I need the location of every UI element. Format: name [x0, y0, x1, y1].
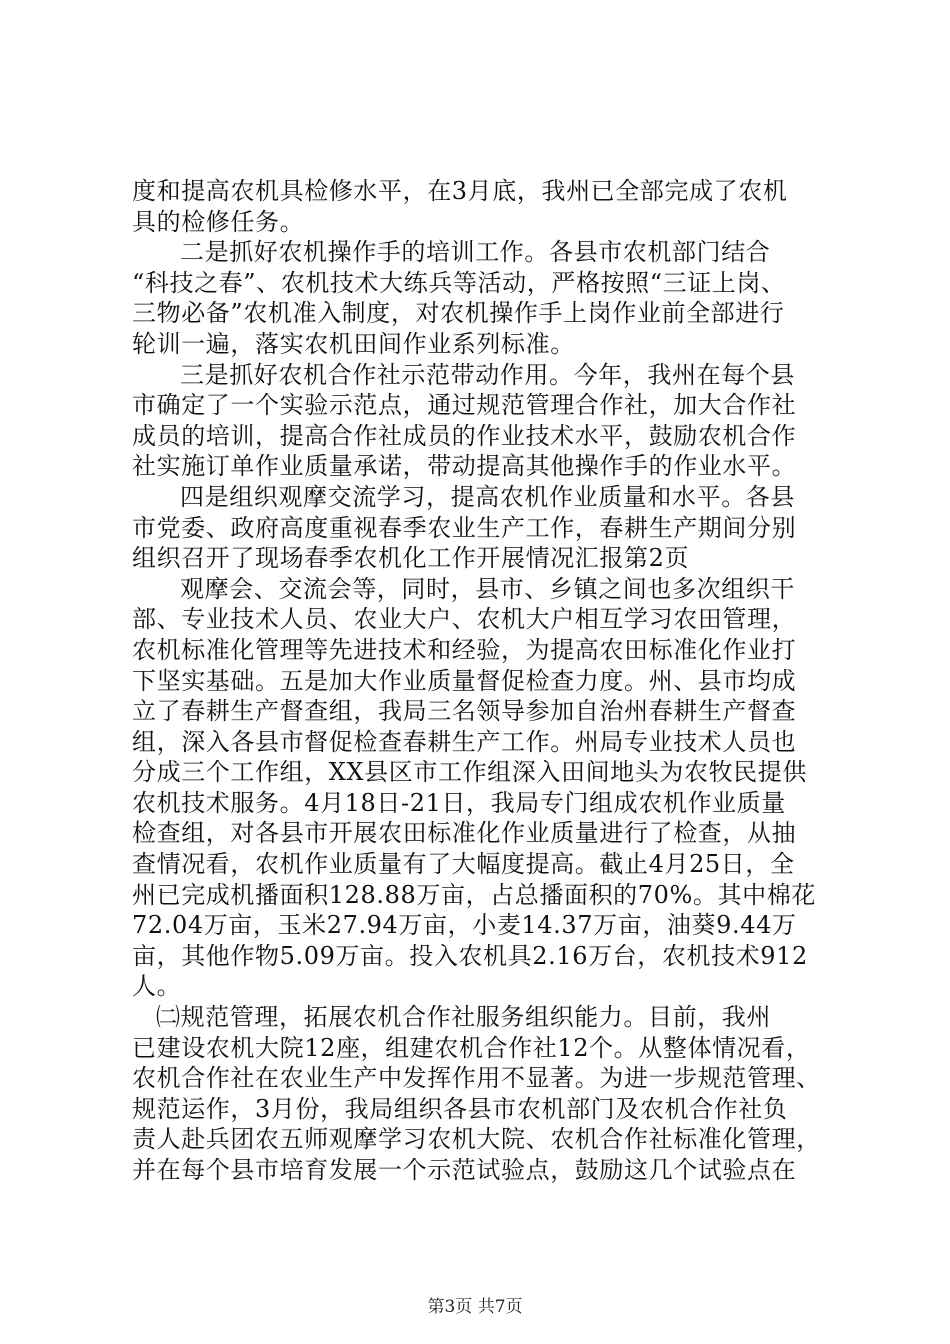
text-line: “科技之春”、农机技术大练兵等活动，严格按照“三证上岗、 — [132, 268, 786, 297]
text-line: 亩，其他作物5.09万亩。投入农机具2.16万台，农机技术912 — [132, 941, 808, 970]
text-line: 成员的培训，提高合作社成员的作业技术水平，鼓励农机合作 — [132, 421, 797, 450]
text-line: 三物必备”农机准入制度，对农机操作手上岗作业前全部进行 — [132, 299, 785, 328]
paragraph-start-line: 观摩会、交流会等，同时，县市、乡镇之间也多次组织干 — [180, 574, 795, 603]
text-line: 度和提高农机具检修水平，在3月底，我州已全部完成了农机 — [132, 177, 788, 205]
text-line: 已建设农机大院12座，组建农机合作社12个。从整体情况看， — [132, 1033, 811, 1062]
text-line: 立了春耕生产督查组，我局三名领导参加自治州春耕生产督查 — [132, 697, 797, 726]
page-footer — [0, 1296, 950, 1318]
text-line: 查情况看，农机作业质量有了大幅度提高。截止4月25日，全 — [132, 850, 795, 879]
text-line: 组，深入各县市督促检查春耕生产工作。州局专业技术人员也 — [132, 727, 797, 756]
text-line: 人。 — [132, 972, 182, 1001]
text-line: 农机标准化管理等先进技术和经验，为提高农田标准化作业打 — [132, 635, 797, 664]
document-body — [132, 176, 822, 1186]
text-line: 72.04万亩，玉米27.94万亩，小麦14.37万亩，油葵9.44万 — [132, 911, 797, 940]
page-number-label: 第3页 共7页 — [427, 1297, 523, 1317]
text-line: 责人赴兵团农五师观摩学习农机大院、农机合作社标准化管理， — [132, 1125, 821, 1154]
text-line: 部、专业技术人员、农业大户、农机大户相互学习农田管理， — [132, 605, 797, 634]
text-line: 检查组，对各县市开展农田标准化作业质量进行了检查，从抽 — [132, 819, 797, 848]
text-line: 具的检修任务。 — [132, 207, 305, 236]
text-line: 规范运作，3月份，我局组织各县市农机部门及农机合作社负 — [132, 1094, 788, 1123]
paragraph-start-line: 四是组织观摩交流学习，提高农机作业质量和水平。各县 — [180, 482, 795, 511]
text-line: 分成三个工作组，XX县区市工作组深入田间地头为农牧民提供 — [132, 758, 807, 787]
text-line: 社实施订单作业质量承诺，带动提高其他操作手的作业水平。 — [132, 452, 797, 481]
text-line: 农机合作社在农业生产中发挥作用不显著。为进一步规范管理、 — [132, 1064, 821, 1093]
text-line: 农机技术服务。4月18日-21日，我局专门组成农机作业质量 — [132, 788, 786, 817]
text-line: 轮训一遍，落实农机田间作业系列标准。 — [132, 329, 575, 358]
text-line: 并在每个县市培育发展一个示范试验点，鼓励这几个试验点在 — [132, 1156, 797, 1184]
text-line: 组织召开了现场春季农机化工作开展情况汇报第2页 — [132, 544, 690, 573]
paragraph-start-line: 三是抓好农机合作社示范带动作用。今年，我州在每个县 — [180, 360, 795, 389]
text-line: 市党委、政府高度重视春季农业生产工作，春耕生产期间分别 — [132, 513, 797, 542]
paragraph-start-line: ㈡规范管理，拓展农机合作社服务组织能力。目前，我州 — [156, 1003, 771, 1032]
paragraph-start-line: 二是抓好农机操作手的培训工作。各县市农机部门结合 — [180, 238, 771, 267]
text-line: 下坚实基础。五是加大作业质量督促检查力度。州、县市均成 — [132, 666, 797, 695]
text-line: 州已完成机播面积128.88万亩，占总播面积的70%。其中棉花 — [132, 880, 816, 909]
text-line: 市确定了一个实验示范点，通过规范管理合作社，加大合作社 — [132, 391, 797, 420]
